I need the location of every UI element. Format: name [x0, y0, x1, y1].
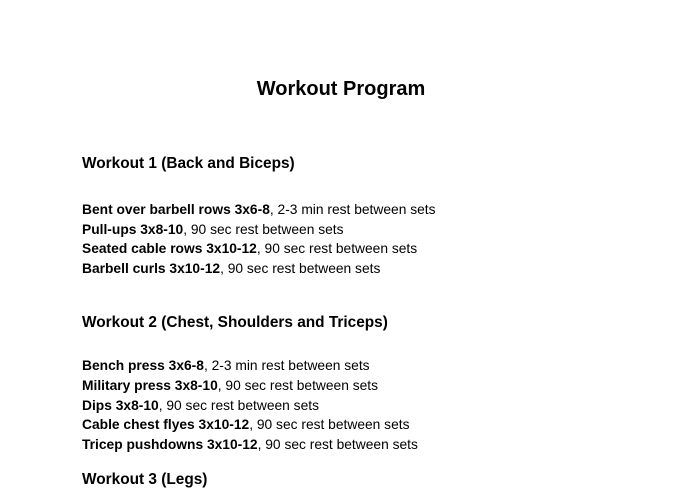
document-title: Workout Program	[256, 78, 426, 100]
exercise-line	[82, 200, 600, 220]
exercise-rest: , 90 sec rest between sets	[257, 436, 418, 452]
exercise-rest: , 2-3 min rest between sets	[203, 358, 370, 374]
exercise-line	[82, 259, 600, 279]
exercise-line	[82, 239, 600, 259]
exercise-line	[82, 415, 600, 435]
exercise-rest: , 90 sec rest between sets	[217, 377, 379, 393]
exercise-rest: , 90 sec rest between sets	[256, 241, 418, 257]
exercise-rest: , 90 sec rest between sets	[220, 260, 381, 276]
exercise-line	[82, 435, 600, 455]
exercise-rest: , 90 sec rest between sets	[249, 417, 410, 433]
exercise-name: Cable chest flyes 3x10-12	[82, 417, 250, 433]
exercise-list-workout-2	[82, 356, 600, 454]
section-workout-1	[82, 154, 600, 278]
exercise-rest: , 90 sec rest between sets	[183, 221, 344, 237]
exercise-line	[82, 220, 600, 240]
section-heading-workout-2: Workout 2 (Chest, Shoulders and Triceps)	[82, 314, 388, 332]
exercise-name: Pull-ups 3x8-10	[82, 221, 184, 237]
exercise-list-workout-1	[82, 200, 600, 278]
section-heading-workout-3: Workout 3 (Legs)	[82, 471, 208, 489]
exercise-name: Dips 3x8-10	[82, 397, 159, 413]
exercise-line	[82, 356, 600, 376]
exercise-name: Bench press 3x6-8	[82, 358, 204, 374]
exercise-name: Barbell curls 3x10-12	[82, 260, 221, 276]
exercise-name: Military press 3x8-10	[82, 377, 218, 393]
section-workout-3	[82, 470, 600, 490]
section-heading-workout-1: Workout 1 (Back and Biceps)	[82, 155, 295, 172]
exercise-name: Seated cable rows 3x10-12	[82, 241, 257, 257]
exercise-name: Bent over barbell rows 3x6-8	[82, 202, 270, 217]
section-workout-2	[82, 313, 600, 454]
exercise-line	[82, 376, 600, 396]
exercise-line	[82, 396, 600, 416]
exercise-rest: , 2-3 min rest between sets	[269, 202, 436, 217]
exercise-name: Tricep pushdowns 3x10-12	[82, 436, 258, 452]
exercise-rest: , 90 sec rest between sets	[158, 397, 319, 413]
